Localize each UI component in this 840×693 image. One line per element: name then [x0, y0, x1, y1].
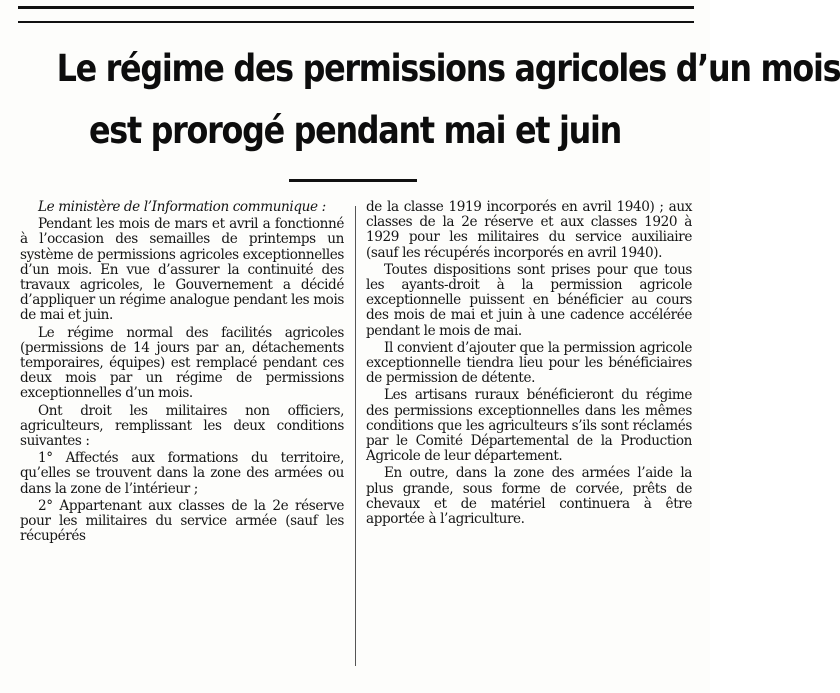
- article-paragraph: Il convient d’ajouter que la permission agricole exceptionnelle tiendra lieu pour les bénéficiaires de permission de détente.: [366, 339, 692, 387]
- article-column-left: [20, 200, 344, 544]
- headline: [56, 38, 840, 162]
- article-paragraph: 2° Appartenant aux classes de la 2e réserve pour les militaires du service armée (sauf les récupérés: [20, 497, 344, 545]
- article-paragraph: 1° Affectés aux formations du territoire, qu’elles se trouvent dans la zone des armées ou dans la zone de l’intérieur ;: [20, 450, 344, 497]
- article-paragraph: Ont droit les militaires non officiers, agriculteurs, remplissant les deux conditions suivantes :: [20, 402, 344, 450]
- article-paragraph: de la classe 1919 incorporés en avril 1940) ; aux classes de la 2e réserve et aux classes 1920 à 1929 pour les militaires du service auxiliaire (sauf les récupérés incorporés en avril 1940).: [366, 199, 692, 261]
- headline-line-2: est prorogé pendant mai et juin: [89, 109, 621, 152]
- headline-rule: [289, 179, 417, 182]
- headline-line-1: Le régime des permissions agricoles d’un mois: [56, 47, 840, 90]
- article-paragraph: Toutes dispositions sont prises pour que tous les ayants-droit à la permission agricole exceptionnelle puissent en bénéficier au cours des mois de mai et juin à une cadence accélérée pendant le mois de mai.: [366, 261, 692, 339]
- article-paragraph: Pendant les mois de mars et avril a fonctionné à l’occasion des semailles de printemps un système de permissions agricoles exceptionnelles d’un mois. En vue d’assurer la continuité des travaux agricoles, le Gouvernement a décidé d’appliquer un régime analogue pendant les mois de mai et juin.: [20, 216, 344, 324]
- article-paragraph: En outre, dans la zone des armées l’aide la plus grande, sous forme de corvée, prêts de chevaux et de matériel continuera à être apportée à l’agriculture.: [366, 465, 692, 528]
- column-divider: [355, 206, 356, 666]
- top-double-rule: [18, 6, 694, 23]
- article-paragraph: Le régime normal des facilités agricoles (permissions de 14 jours par an, détachements temporaires, équipes) est remplacé pendant ces deux mois par un régime de permissions exceptionnelles d’un mois.: [20, 324, 344, 402]
- article-lede: Le ministère de l’Information communique :: [38, 199, 326, 215]
- article-paragraph: Les artisans ruraux bénéficieront du régime des permissions exceptionnelles dans les mêmes conditions que les agriculteurs s’ils sont réclamés par le Comité Départemental de la Production Agricole de leur département.: [366, 387, 692, 465]
- article-column-right: [366, 200, 692, 527]
